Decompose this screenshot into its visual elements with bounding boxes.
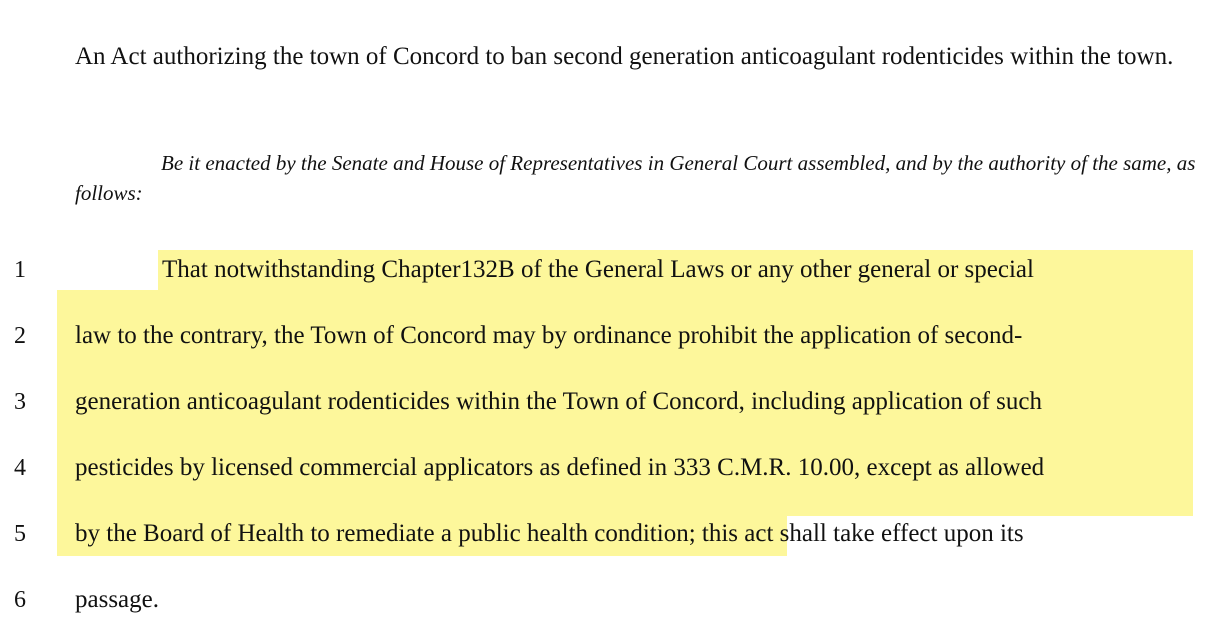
highlighted-text: law to the contrary, the Town of Concord may by ordinance prohibit the application of second- [75, 322, 1023, 349]
line-text [75, 578, 159, 622]
plain-text: this act shall take effect upon its [695, 520, 1024, 547]
body-line-6 [0, 578, 1226, 622]
line-number: 2 [14, 323, 26, 349]
enacting-clause-text: Be it enacted by the Senate and House of Representatives in General Court assembled, and by the authority of the same, as follows: [75, 151, 1196, 205]
line-number: 4 [14, 455, 26, 481]
plain-text: passage. [75, 586, 159, 613]
line-text [162, 248, 1034, 292]
line-text [75, 446, 1044, 490]
body-line-3 [0, 380, 1226, 424]
highlighted-text: by the Board of Health to remediate a public health condition; [75, 520, 696, 547]
body-line-2 [0, 314, 1226, 358]
line-number: 6 [14, 587, 26, 613]
body-line-5 [0, 512, 1226, 556]
line-text [75, 380, 1042, 424]
enacting-clause [75, 148, 1205, 208]
line-number: 1 [14, 257, 26, 283]
highlighted-text: pesticides by licensed commercial applicators as defined in 333 C.M.R. 10.00, except as allowed [75, 454, 1045, 481]
line-text [75, 314, 1022, 358]
line-number: 5 [14, 521, 26, 547]
body-line-1 [0, 248, 1226, 292]
line-number: 3 [14, 389, 26, 415]
highlighted-text: generation anticoagulant rodenticides within the Town of Concord, including application of such [75, 388, 1042, 415]
line-text [75, 512, 1024, 556]
bill-title: An Act authorizing the town of Concord to ban second generation anticoagulant rodenticides within the town. [75, 43, 1174, 70]
highlighted-text: That notwithstanding Chapter132B of the General Laws or any other general or special [162, 256, 1034, 283]
body-line-4 [0, 446, 1226, 490]
